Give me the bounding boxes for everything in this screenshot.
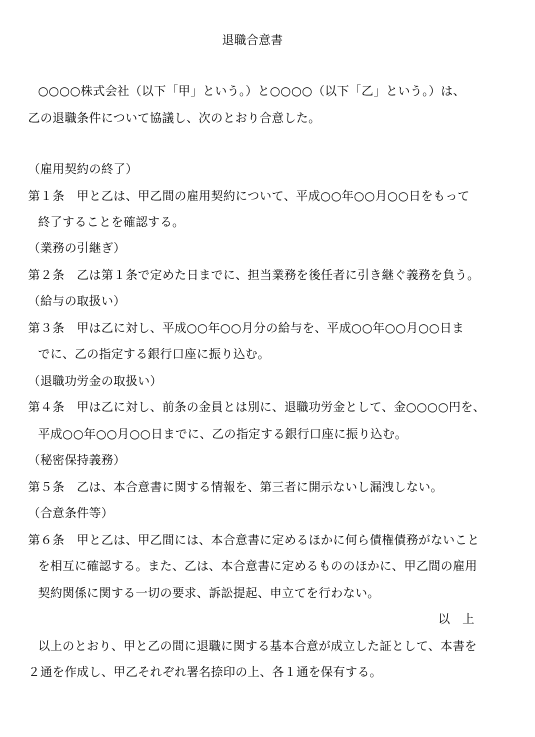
section-4-heading: （退職功労金の取扱い）	[28, 374, 163, 388]
section-1-heading: （雇用契約の終了）	[28, 162, 138, 176]
closing-mark: 以 上	[438, 612, 475, 626]
intro-line-1: ○○○○株式会社（以下「甲」という。）と○○○○（以下「乙」という。）は、	[38, 84, 466, 98]
section-5-heading: （秘密保持義務）	[28, 453, 126, 467]
article-4-line-1: 第４条 甲は乙に対し、前条の金員とは別に、退職功労金として、金○○○○円を、	[28, 400, 486, 414]
article-1-line-2: 終了することを確認する。	[38, 215, 185, 229]
section-6-heading: （合意条件等）	[28, 506, 114, 520]
article-1-line-1: 第１条 甲と乙は、甲乙間の雇用契約について、平成○○年○○月○○日をもって	[28, 189, 470, 203]
article-3-line-1: 第３条 甲は乙に対し、平成○○年○○月分の給与を、平成○○年○○月○○日ま	[28, 321, 465, 335]
article-6-line-2: を相互に確認する。また、乙は、本合意書に定めるもののほかに、甲乙間の雇用	[38, 559, 478, 573]
section-3-heading: （給与の取扱い）	[28, 294, 126, 308]
section-2-heading: （業務の引継ぎ）	[28, 241, 126, 255]
article-6-line-1: 第６条 甲と乙は、甲乙間には、本合意書に定めるほかに何ら債権債務がないこと	[28, 533, 480, 547]
conclusion-line-1: 以上のとおり、甲と乙の間に退職に関する基本合意が成立した証として、本書を	[38, 639, 477, 653]
article-2-line-1: 第２条 乙は第１条で定めた日までに、担当業務を後任者に引き継ぐ義務を負う。	[28, 268, 480, 282]
conclusion-line-2: ２通を作成し、甲乙それぞれ署名捺印の上、各１通を保有する。	[28, 665, 382, 679]
document-title: 退職合意書	[222, 33, 284, 47]
article-6-line-3: 契約関係に関する一切の要求、訴訟提起、申立てを行わない。	[38, 586, 380, 600]
article-5-line-1: 第５条 乙は、本合意書に関する情報を、第三者に開示ないし漏洩しない。	[28, 480, 443, 494]
article-4-line-2: 平成○○年○○月○○日までに、乙の指定する銀行口座に振り込む。	[38, 427, 408, 441]
article-3-line-2: でに、乙の指定する銀行口座に振り込む。	[38, 347, 270, 361]
intro-line-2: 乙の退職条件について協議し、次のとおり合意した。	[28, 111, 321, 125]
